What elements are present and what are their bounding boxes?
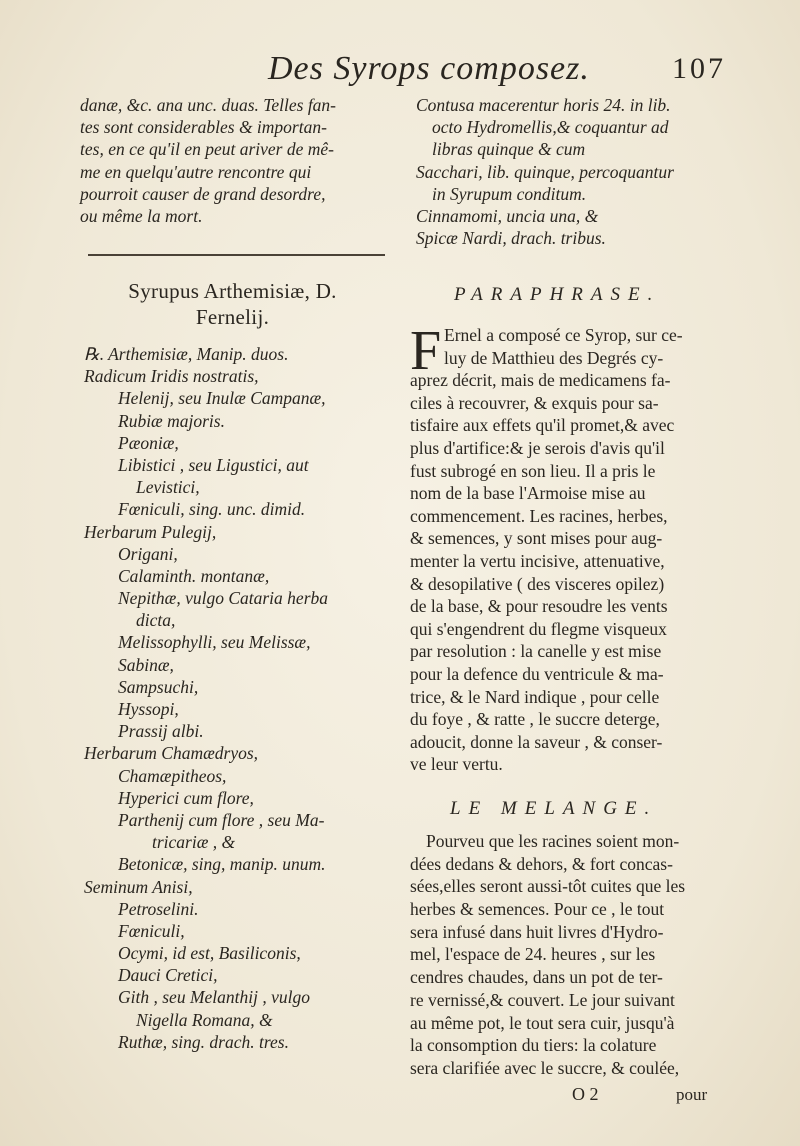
- paragraph-line: aprez décrit, mais de medicamens fa-: [410, 370, 671, 391]
- paragraph-line: commencement. Les racines, herbes,: [410, 505, 668, 526]
- paragraph-line: re vernissé,& couvert. Le jour suivant: [410, 989, 675, 1010]
- ingredient-line: Ocymi, id est, Basiliconis,: [118, 943, 301, 964]
- paragraph-line: qui s'engendrent du flegme visqueux: [410, 618, 667, 639]
- ingredient-line: ℞. Arthemisiæ, Manip. duos.: [84, 344, 289, 364]
- paragraph-line: sées,elles seront aussi-tôt cuites que les: [410, 876, 686, 897]
- paragraph-line: pour la defence du ventricule & ma-: [410, 663, 664, 684]
- paragraph-line: la consomption du tiers: la colature: [410, 1035, 657, 1056]
- recipe-title-line-1: Syrupus Arthemisiæ, D.: [128, 279, 337, 303]
- ingredient-line: Rubiæ majoris.: [118, 410, 225, 431]
- melange-text: [410, 830, 725, 1080]
- page-header: [0, 46, 800, 92]
- paragraph-line: & desopilative ( des visceres opilez): [410, 573, 665, 594]
- ingredient-line: dicta,: [136, 610, 176, 631]
- paragraph-line: trice, & le Nard indique , pour celle: [410, 686, 660, 707]
- paragraph-line: & semences, y sont mises pour aug-: [410, 528, 663, 549]
- ingredient-line: Petroselini.: [118, 898, 199, 919]
- ingredient-line: Calaminth. montanæ,: [118, 565, 270, 586]
- ingredient-line: Betonicæ, sing, manip. unum.: [118, 854, 326, 875]
- paragraph-line: de la base, & pour resoudre les vents: [410, 596, 668, 617]
- paragraph-line: menter la vertu incisive, attenuative,: [410, 550, 665, 571]
- ingredient-line: Helenij, seu Inulæ Campanæ,: [118, 388, 326, 409]
- ingredient-line: Ruthæ, sing. drach. tres.: [118, 1031, 289, 1052]
- paragraph-line: adoucit, donne la saveur , & conser-: [410, 731, 663, 752]
- right-top-text: [410, 94, 725, 249]
- left-top-text: [80, 94, 385, 227]
- paraphrase-text: [410, 320, 725, 776]
- paragraph-line: fust subrogé en son lieu. Il a pris le: [410, 460, 656, 481]
- text-line: Sacchari, lib. quinque, percoquantur: [416, 161, 674, 182]
- running-title: Des Syrops composez.: [268, 50, 590, 87]
- paragraph-line: tisfaire aux effets qu'il promet,& avec: [410, 415, 675, 436]
- ingredient-line: Melissophylli, seu Melissæ,: [118, 632, 311, 653]
- text-line: in Syrupum conditum.: [432, 183, 587, 204]
- text-line: me en quelqu'autre rencontre qui: [80, 161, 312, 182]
- paragraph-line: ciles à recouvrer, & exquis pour sa-: [410, 392, 659, 413]
- signature-mark: O 2: [572, 1084, 599, 1104]
- text-line: tes sont considerables & importan-: [80, 117, 327, 138]
- paragraph-line: sera infusé dans huit livres d'Hydro-: [410, 921, 664, 942]
- ingredient-line: Gith , seu Melanthij , vulgo: [118, 987, 310, 1008]
- paraphrase-heading: PARAPHRASE.: [454, 284, 661, 305]
- catchword: pour: [676, 1085, 708, 1104]
- paragraph-line: mel, l'espace de 24. heures , sur les: [410, 944, 656, 965]
- paragraph-line: au même pot, le tout sera cuir, jusqu'à: [410, 1012, 675, 1033]
- ingredient-line: Hyperici cum flore,: [118, 787, 254, 808]
- text-line: libras quinque & cum: [432, 139, 586, 160]
- ingredient-line: Origani,: [118, 543, 178, 564]
- paragraph-line: du foye , & ratte , le succre deterge,: [410, 709, 660, 730]
- ingredient-line: Nigella Romana, &: [136, 1009, 273, 1030]
- ingredient-line: Nepithæ, vulgo Cataria herba: [118, 588, 328, 609]
- ingredient-line: Radicum Iridis nostratis,: [84, 366, 259, 387]
- paragraph-line: ve leur vertu.: [410, 754, 503, 775]
- recipe-title-line-2: Fernelij.: [195, 305, 270, 329]
- ingredient-line: Chamæpitheos,: [118, 765, 227, 786]
- ingredient-line: Sabinæ,: [118, 654, 174, 675]
- ingredient-line: Parthenij cum flore , seu Ma-: [118, 809, 325, 830]
- text-line: ou même la mort.: [80, 205, 203, 226]
- ingredient-line: Prassij albi.: [118, 721, 204, 742]
- paragraph-line: cendres chaudes, dans un pot de ter-: [410, 967, 663, 988]
- ingredient-line: Dauci Cretici,: [118, 965, 218, 986]
- ingredient-line: Sampsuchi,: [118, 676, 199, 697]
- text-line: pourroit causer de grand desordre,: [80, 183, 326, 204]
- ingredient-line: Fœniculi, sing. unc. dimid.: [118, 499, 306, 520]
- text-line: Spicæ Nardi, drach. tribus.: [416, 228, 606, 249]
- ingredient-line: tricariæ , &: [152, 832, 236, 853]
- paragraph-line: Pourveu que les racines soient mon-: [426, 831, 680, 851]
- paragraph-line: herbes & semences. Pour ce , le tout: [410, 899, 665, 920]
- ingredient-line: Seminum Anisi,: [84, 876, 193, 897]
- paragraph-line: luy de Matthieu des Degrés cy-: [444, 347, 664, 368]
- text-line: tes, en ce qu'il en peut ariver de mê-: [80, 139, 334, 160]
- page-number: 107: [672, 52, 726, 85]
- ingredient-line: Herbarum Chamædryos,: [84, 743, 259, 764]
- melange-heading: LE MELANGE.: [450, 798, 658, 819]
- ingredient-line: Pæoniæ,: [118, 432, 179, 453]
- paragraph-line: sera clarifiée avec le succre, & coulée,: [410, 1057, 680, 1078]
- ingredient-line: Levistici,: [136, 477, 200, 498]
- paragraph-line: nom de la base l'Armoise mise au: [410, 483, 646, 504]
- drop-cap: F: [410, 320, 442, 382]
- paragraph-line: dées dedans & dehors, & fort concas-: [410, 853, 673, 874]
- text-line: octo Hydromellis,& coquantur ad: [432, 117, 669, 138]
- paragraph-line: plus d'artifice:& je serois d'avis qu'il: [410, 437, 665, 458]
- text-line: Contusa macerentur horis 24. in lib.: [416, 95, 671, 115]
- recipe-ingredients: [80, 343, 385, 1053]
- text-line: Cinnamomi, uncia una, &: [416, 205, 599, 226]
- paragraph-line: Ernel a composé ce Syrop, sur ce-: [444, 325, 683, 345]
- ingredient-line: Hyssopi,: [118, 699, 179, 719]
- section-divider: [88, 254, 385, 256]
- ingredient-line: Fœniculi,: [118, 920, 185, 941]
- text-line: danæ, &c. ana unc. duas. Telles fan-: [80, 95, 337, 115]
- recipe-title: [80, 278, 385, 330]
- ingredient-line: Herbarum Pulegij,: [84, 521, 217, 542]
- ingredient-line: Libistici , seu Ligustici, aut: [118, 454, 309, 475]
- paragraph-line: par resolution : la canelle y est mise: [410, 641, 662, 662]
